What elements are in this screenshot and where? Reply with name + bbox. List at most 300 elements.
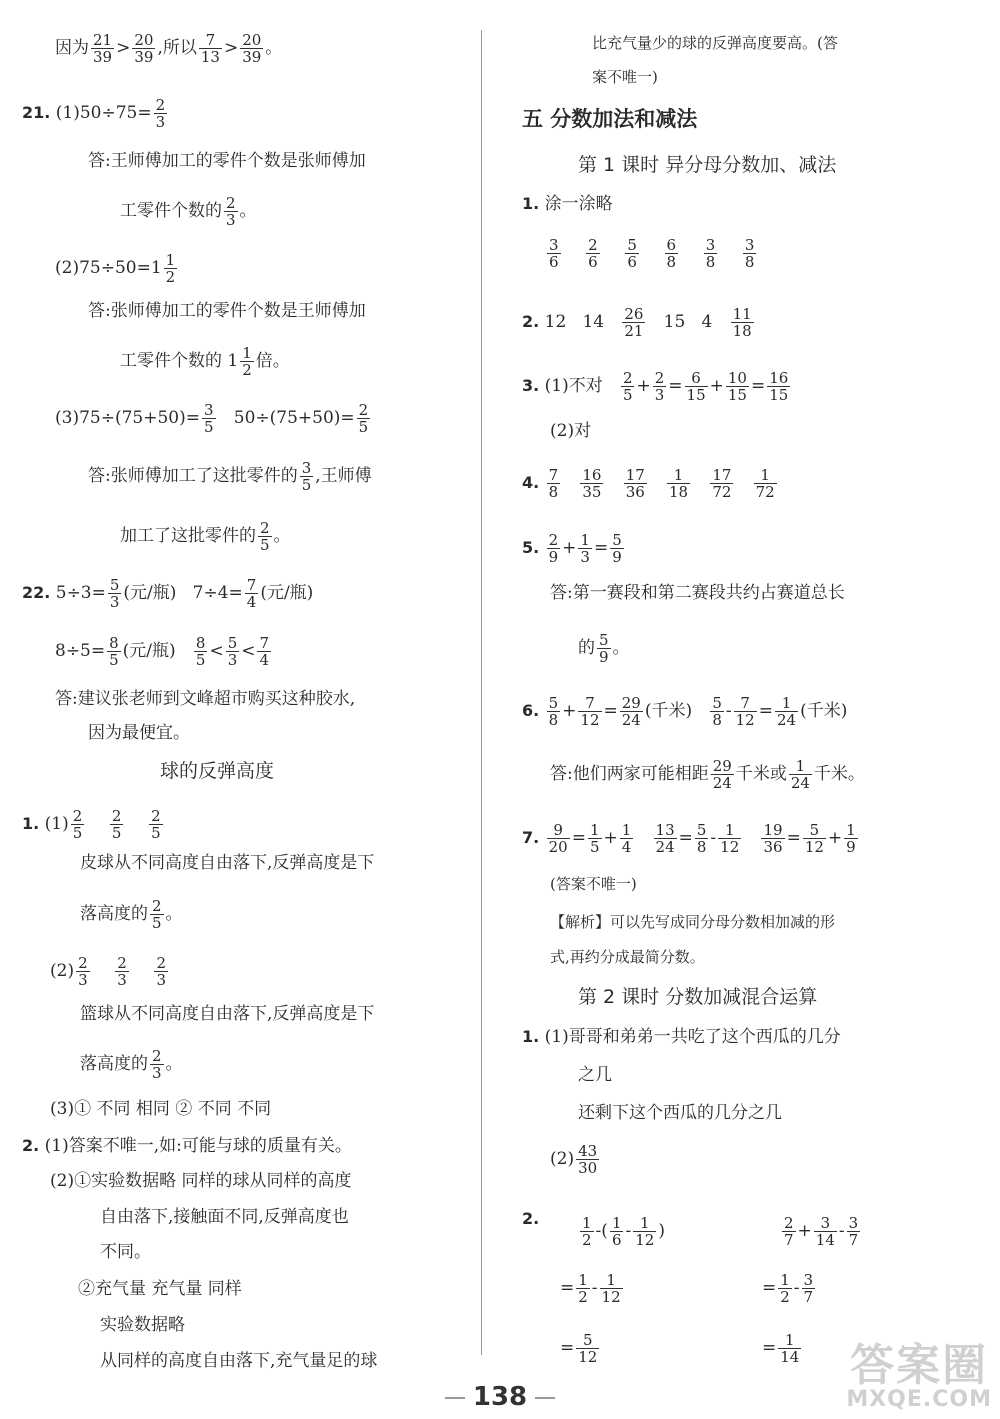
denominator: 6	[549, 253, 559, 271]
unit: (千米)	[800, 701, 848, 721]
denominator: 7	[784, 1231, 794, 1249]
calc-b-line2	[762, 1272, 817, 1305]
fraction	[743, 237, 757, 270]
numerator: 6	[685, 370, 708, 387]
fraction	[357, 402, 371, 435]
denominator: 24	[655, 838, 675, 856]
fraction	[803, 822, 826, 855]
fraction	[814, 1215, 837, 1248]
text: +	[603, 828, 618, 848]
denominator: 3	[152, 1064, 162, 1082]
denominator: 15	[769, 386, 789, 404]
text: -	[710, 828, 717, 848]
s-part-2	[550, 1143, 601, 1176]
denominator: 14	[815, 1231, 835, 1249]
fraction	[761, 822, 784, 855]
numerator: 8	[109, 634, 119, 652]
denominator: 24	[621, 711, 641, 729]
answer-text: 实验数据略	[100, 1315, 185, 1335]
lesson-title: 第 1 课时 异分母分数加、减法	[578, 154, 837, 176]
text: -	[625, 1221, 632, 1241]
denominator: 21	[624, 322, 644, 340]
fraction	[778, 1272, 792, 1305]
answer-text	[550, 758, 865, 791]
denominator: 5	[72, 824, 83, 842]
r-question-3	[522, 370, 792, 403]
fraction	[108, 577, 122, 610]
text: 。	[239, 201, 257, 221]
question-number: 1.	[522, 194, 540, 213]
text: ,所以	[157, 38, 197, 58]
comparison-line	[55, 32, 282, 65]
numerator: 1	[165, 251, 176, 269]
text: 答:张师傅加工了这批零件的	[88, 466, 298, 486]
question-number: 21.	[22, 103, 51, 122]
answer-text: 答:建议张老师到文峰超市购买这种胶水,	[55, 689, 356, 709]
part-2	[55, 252, 179, 285]
denominator: 2	[780, 1288, 790, 1306]
fraction	[576, 1143, 599, 1176]
numerator: 5	[612, 531, 622, 549]
text: (1)哥哥和弟弟一共吃了这个西瓜的几分	[544, 1027, 841, 1047]
denominator: 12	[720, 838, 740, 856]
fraction	[685, 370, 708, 403]
text: -	[838, 1221, 845, 1241]
text: -(	[595, 1221, 608, 1241]
fraction	[624, 467, 647, 500]
text: >	[223, 38, 239, 58]
text: 倍。	[255, 351, 290, 371]
numerator: 3	[803, 1271, 814, 1289]
denominator: 24	[790, 774, 810, 792]
fraction	[547, 822, 570, 855]
watermark-logo-text: 答案圈	[850, 1340, 989, 1391]
fraction	[665, 237, 679, 270]
question-22-line2	[55, 635, 273, 668]
text: 。	[165, 904, 183, 924]
text: 因为	[55, 38, 89, 58]
fraction	[754, 467, 777, 500]
question-21	[22, 97, 169, 130]
fraction	[258, 520, 272, 553]
fraction	[547, 532, 561, 565]
numerator: 1	[611, 1214, 622, 1232]
numerator: 2	[548, 531, 559, 549]
denominator: 5	[152, 914, 162, 932]
denominator: 5	[260, 536, 270, 554]
text: 。	[165, 1054, 183, 1074]
numerator: 1	[754, 467, 777, 484]
text: =	[560, 1278, 575, 1298]
numerator: 7	[734, 695, 757, 712]
fraction	[91, 32, 114, 65]
denominator: 6	[611, 1231, 622, 1249]
answer-text: 因为最便宜。	[88, 723, 190, 743]
fraction	[653, 370, 667, 403]
denominator: 15	[727, 386, 747, 404]
text: =	[571, 828, 586, 848]
text: 4	[701, 312, 713, 332]
numerator: 3	[814, 1215, 837, 1232]
answer-text: 之几	[578, 1065, 612, 1085]
numerator: 7	[578, 695, 601, 712]
text: (2)	[50, 961, 75, 981]
fraction	[245, 577, 259, 610]
denominator: 3	[226, 211, 236, 229]
numerator: 2	[784, 1214, 794, 1232]
calc-a-line1	[578, 1215, 665, 1248]
fraction	[775, 695, 798, 728]
unit: (千米)	[644, 701, 693, 721]
answer-text: (2)对	[550, 421, 592, 441]
question-number: 1.	[22, 814, 40, 833]
denominator: 8	[712, 711, 722, 729]
answer-text: 还剩下这个西瓜的几分之几	[578, 1103, 782, 1123]
fraction	[154, 955, 168, 988]
answer-text: 从同样的高度自由落下,充气量足的球	[100, 1351, 378, 1371]
fraction	[610, 532, 624, 565]
numerator: 2	[260, 519, 270, 537]
r-question-1	[522, 193, 613, 215]
numerator: 1	[582, 1214, 592, 1232]
numerator: 3	[705, 236, 716, 254]
numerator: 7	[199, 32, 222, 49]
fraction	[150, 1048, 164, 1081]
denominator: 12	[601, 1288, 621, 1306]
numerator: 20	[134, 31, 154, 49]
denominator: 24	[712, 774, 732, 792]
denominator: 7	[848, 1231, 859, 1249]
fraction	[300, 460, 314, 493]
numerator: 1	[667, 467, 690, 484]
numerator: 17	[625, 466, 645, 484]
numerator: 26	[624, 305, 644, 323]
text: 15	[663, 312, 686, 332]
fraction	[576, 1272, 590, 1305]
text: 工零件个数的 1	[120, 351, 239, 371]
denominator: 3	[78, 971, 88, 989]
numerator: 5	[227, 634, 238, 652]
numerator: 7	[259, 634, 270, 652]
denominator: 2	[165, 268, 176, 286]
denominator: 5	[151, 824, 161, 842]
numerator: 17	[712, 466, 732, 484]
numerator: 2	[358, 401, 369, 419]
numerator: 29	[712, 757, 732, 775]
fraction	[718, 822, 741, 855]
numerator: 1	[578, 1271, 588, 1289]
denominator: 72	[755, 483, 775, 501]
text: 千米。	[813, 764, 865, 784]
fraction	[547, 695, 561, 728]
denominator: 4	[246, 593, 257, 611]
answer-text	[80, 1048, 183, 1081]
numerator: 43	[578, 1142, 598, 1160]
numerator: 2	[622, 369, 633, 387]
text: -	[725, 701, 732, 721]
question-number: 6.	[522, 701, 540, 720]
r-question-2	[522, 306, 756, 339]
numerator: 1	[846, 821, 856, 839]
fraction	[625, 237, 639, 270]
text: 落高度的	[80, 1054, 148, 1074]
numerator: 2	[588, 236, 598, 254]
numerator: 2	[155, 96, 166, 114]
fraction	[620, 822, 634, 855]
denominator: 12	[735, 711, 755, 729]
text: ,王师傅	[315, 466, 372, 486]
answer-text	[120, 345, 290, 378]
numerator: 1	[580, 531, 590, 549]
watermark	[846, 1340, 992, 1412]
numerator: 7	[246, 576, 257, 594]
text: =	[593, 538, 609, 558]
fraction	[240, 32, 263, 65]
numerator: 11	[732, 305, 752, 323]
calc-a-line2	[560, 1272, 625, 1305]
numerator: 2	[156, 954, 166, 972]
numerator: 3	[549, 236, 559, 254]
denominator: 4	[621, 838, 632, 856]
fraction	[580, 467, 603, 500]
analysis-text: 【解析】可以先写成同分母分数相加减的形	[550, 913, 836, 931]
unit-title: 五 分数加法和减法	[522, 107, 698, 131]
fraction	[726, 370, 749, 403]
numerator: 1	[633, 1215, 656, 1232]
denominator: 3	[155, 113, 166, 131]
answer-text: ②充气量 充气量 同样	[78, 1279, 242, 1299]
part-3	[55, 402, 372, 435]
denominator: 39	[134, 48, 154, 66]
numerator: 1	[242, 344, 252, 362]
numerator: 5	[599, 631, 609, 649]
text: =	[678, 828, 693, 848]
fraction	[132, 32, 155, 65]
r-question-6	[522, 695, 847, 728]
numerator: 5	[548, 694, 559, 712]
numerator: 21	[93, 31, 113, 49]
numerator: 1	[600, 1272, 623, 1289]
denominator: 8	[548, 711, 559, 729]
denominator: 5	[301, 476, 312, 494]
answer-text	[120, 520, 291, 553]
denominator: 35	[582, 483, 602, 501]
fraction	[633, 1215, 656, 1248]
denominator: 9	[846, 838, 856, 856]
question-22	[22, 577, 313, 610]
text: +	[709, 376, 724, 396]
text: (3)75÷(75+50)=	[55, 408, 200, 428]
denominator: 2	[578, 1288, 588, 1306]
text: <	[241, 641, 256, 661]
question-number: 3.	[522, 376, 540, 395]
numerator: 1	[780, 1271, 790, 1289]
denominator: 12	[580, 711, 600, 729]
fraction	[802, 1272, 816, 1305]
denominator: 14	[780, 1348, 800, 1366]
fraction	[164, 252, 178, 285]
fraction	[547, 237, 561, 270]
fraction	[710, 467, 733, 500]
continued-text: 比充气量少的球的反弹高度要高。(答	[592, 34, 838, 52]
text: 的	[578, 638, 595, 658]
text: 千米或	[735, 764, 787, 784]
denominator: 4	[259, 651, 270, 669]
denominator: 3	[109, 593, 120, 611]
question-number: 2.	[522, 312, 540, 331]
question-number: 1.	[522, 1027, 540, 1046]
numerator: 2	[152, 897, 162, 915]
calc-b-line1	[780, 1215, 862, 1248]
fraction	[580, 1215, 594, 1248]
denominator: 8	[744, 253, 755, 271]
calc-a-line3	[560, 1332, 601, 1365]
continued-text: 案不唯一)	[592, 68, 658, 86]
fraction	[202, 402, 216, 435]
numerator: 1	[621, 821, 632, 839]
denominator: 5	[622, 386, 633, 404]
numerator: 19	[763, 821, 783, 839]
fraction	[734, 695, 757, 728]
question-number: 2.	[522, 1209, 540, 1228]
denominator: 36	[625, 483, 645, 501]
text: +	[827, 828, 843, 848]
fraction	[257, 635, 271, 668]
text: +	[636, 376, 651, 396]
denominator: 8	[696, 838, 707, 856]
numerator: 8	[195, 634, 206, 652]
text: 。	[612, 638, 630, 658]
denominator: 5	[589, 838, 600, 856]
text: (2)	[550, 1149, 575, 1169]
answer-text: 答:王师傅加工的零件个数是张师傅加	[88, 151, 366, 171]
fraction	[710, 695, 724, 728]
numerator: 9	[547, 822, 570, 839]
denominator: 24	[776, 711, 797, 729]
answer-text	[80, 898, 183, 931]
fraction	[782, 1215, 796, 1248]
text: =	[762, 1278, 777, 1298]
fraction	[226, 635, 240, 668]
denominator: 5	[111, 824, 122, 842]
question-number: 4.	[522, 473, 540, 492]
numerator: 1	[778, 1332, 801, 1349]
text: (1)50÷75=	[55, 103, 152, 123]
watermark-url: MXQE.COM	[846, 1387, 992, 1412]
note-text: (答案不唯一)	[550, 875, 637, 893]
answer-text	[88, 460, 372, 493]
denominator: 39	[242, 48, 262, 66]
text: )	[658, 1221, 665, 1241]
numerator: 3	[744, 236, 755, 254]
numerator: 2	[117, 954, 127, 972]
text: 加工了这批零件的	[120, 526, 256, 546]
fraction	[597, 632, 611, 665]
denominator: 12	[635, 1231, 655, 1249]
dash-left	[445, 1397, 465, 1399]
text: =	[758, 701, 773, 721]
text: >	[116, 38, 131, 58]
text: 涂一涂略	[544, 194, 613, 214]
numerator: 1	[789, 758, 812, 775]
numerator: 5	[627, 236, 637, 254]
denominator: 12	[578, 1348, 598, 1366]
denominator: 36	[763, 838, 783, 856]
fraction	[731, 306, 754, 339]
column-divider	[481, 30, 482, 1355]
denominator: 3	[580, 548, 590, 566]
text: 8÷5=	[55, 641, 106, 661]
r-question-4	[522, 467, 779, 500]
answer-text: 不同。	[100, 1242, 151, 1262]
unit: (元/瓶)	[122, 641, 176, 661]
numerator: 20	[242, 31, 262, 49]
text: =	[603, 701, 618, 721]
ball-part-3: (3)① 不同 相同 ② 不同 不同	[50, 1099, 272, 1119]
fraction	[578, 532, 592, 565]
text: -	[793, 1278, 800, 1298]
numerator: 1	[718, 822, 741, 839]
fraction	[578, 695, 601, 728]
dash-right	[535, 1397, 555, 1399]
fraction	[115, 955, 129, 988]
numerator: 3	[301, 459, 312, 477]
numerator: 1	[775, 695, 798, 712]
fraction	[194, 635, 208, 668]
text: 7÷4=	[192, 583, 243, 603]
text: =	[668, 376, 683, 396]
answer-text	[120, 195, 257, 228]
denominator: 9	[612, 548, 622, 566]
numerator: 5	[109, 576, 120, 594]
r-question-5	[522, 532, 626, 565]
denominator: 7	[803, 1288, 814, 1306]
text: (1)不对	[544, 376, 603, 396]
numerator: 13	[655, 821, 675, 839]
denominator: 3	[654, 386, 665, 404]
denominator: 5	[195, 651, 206, 669]
fraction	[199, 32, 222, 65]
numerator: 5	[576, 1332, 599, 1349]
denominator: 2	[242, 361, 252, 379]
denominator: 18	[732, 322, 752, 340]
text: 落高度的	[80, 904, 148, 924]
numerator: 16	[769, 369, 789, 387]
question-number: 22.	[22, 583, 51, 602]
numerator: 7	[548, 466, 559, 484]
fraction	[600, 1272, 623, 1305]
text: 答:他们两家可能相距	[550, 764, 709, 784]
analysis-text: 式,再约分成最简分数。	[550, 948, 705, 966]
denominator: 20	[548, 838, 568, 856]
numerator: 5	[712, 694, 722, 712]
fraction	[586, 237, 600, 270]
numerator: 1	[589, 821, 600, 839]
text: 14	[582, 312, 605, 332]
denominator: 13	[200, 48, 220, 66]
fraction	[620, 695, 643, 728]
text: +	[562, 538, 577, 558]
text: +	[797, 1221, 812, 1241]
denominator: 39	[93, 48, 113, 66]
text: 5÷3=	[55, 583, 106, 603]
fraction	[667, 467, 690, 500]
text: (2)75÷50=1	[55, 258, 162, 278]
denominator: 72	[712, 483, 732, 501]
text: +	[562, 701, 577, 721]
numerator: 16	[582, 466, 602, 484]
fraction	[547, 467, 561, 500]
